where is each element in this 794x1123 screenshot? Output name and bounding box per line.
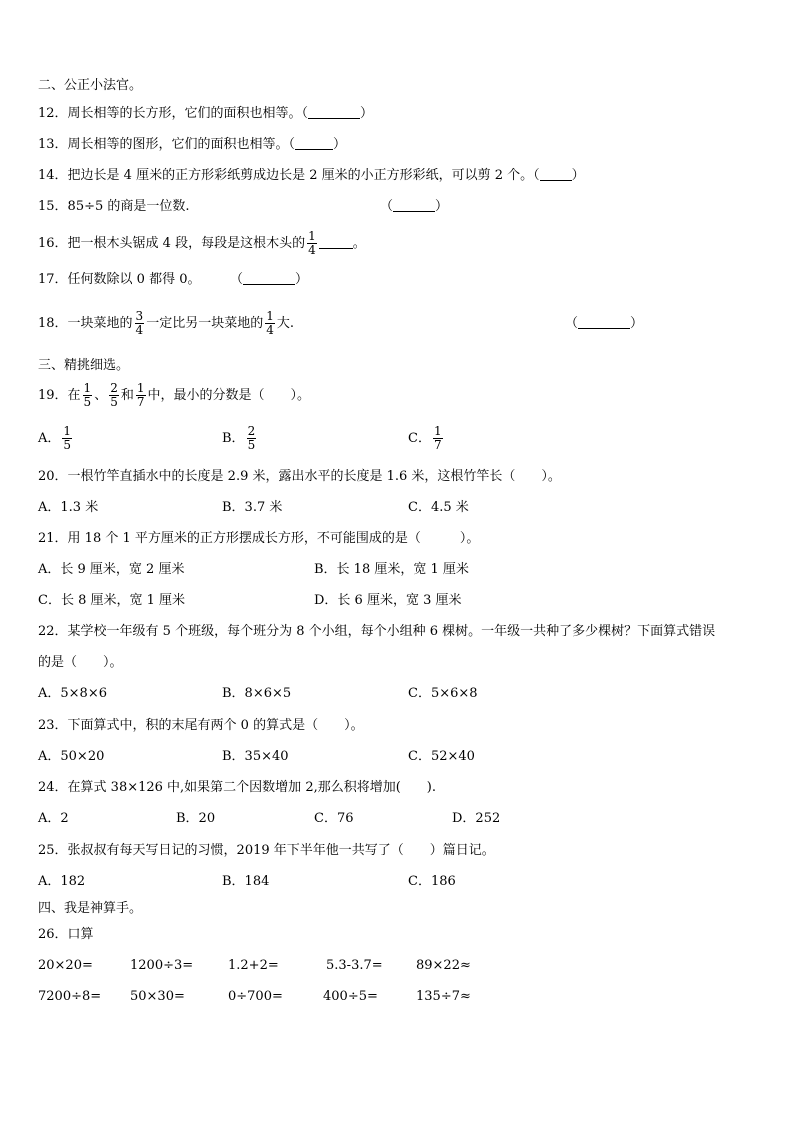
fraction: $\frac{2}{5}$	[110, 381, 118, 409]
question-19: 19．在 $\frac{1}{5}$ 、 $\frac{2}{5}$ 和 $\frac{1}{7}$ 中，最小的分数是（ ）。	[38, 381, 311, 409]
option-c[interactable]: C．长 8 厘米，宽 1 厘米	[38, 593, 186, 608]
question-14: 14．把边长是 4 厘米的正方形彩纸剪成边长是 2 厘米的小正方形彩纸，可以剪 2 个。（ ）	[38, 168, 585, 183]
question-21: 21．用 18 个 1 平方厘米的正方形摆成长方形，不可能围成的是（ ）。	[38, 531, 480, 546]
fraction: $\frac{1}{4}$	[308, 229, 316, 257]
section3-heading: 三、精挑细选。	[38, 358, 130, 373]
answer-blank[interactable]	[319, 236, 353, 249]
answer-blank[interactable]	[308, 106, 360, 119]
option-c[interactable]: C．76	[314, 811, 354, 826]
option-c[interactable]: C．4.5 米	[408, 500, 469, 515]
calc-item: 20×20=	[38, 958, 93, 973]
answer-blank[interactable]	[243, 272, 295, 285]
question-25: 25．张叔叔有每天写日记的习惯，2019 年下半年他一共写了（ ）篇日记。	[38, 843, 495, 858]
calc-item: 400÷5=	[323, 989, 378, 1004]
question-15-answer: （ ）	[380, 199, 449, 214]
fraction: $\frac{2}{5}$	[247, 424, 256, 452]
fraction: $\frac{1}{5}$	[63, 424, 72, 452]
option-d[interactable]: D．长 6 厘米，宽 3 厘米	[314, 593, 462, 608]
section4-heading: 四、我是神算手。	[38, 901, 143, 916]
option-b[interactable]: B．8×6×5	[222, 686, 292, 701]
option-a[interactable]: A．182	[38, 874, 86, 889]
option-b[interactable]: B．20	[176, 811, 216, 826]
question-18-answer: （ ）	[565, 316, 644, 331]
calc-item: 5.3-3.7=	[326, 958, 383, 973]
option-c[interactable]: C． $\frac{1}{7}$	[408, 424, 442, 452]
option-d[interactable]: D．252	[452, 811, 501, 826]
calc-item: 50×30=	[130, 989, 185, 1004]
option-a[interactable]: A．50×20	[38, 749, 105, 764]
option-a[interactable]: A．长 9 厘米，宽 2 厘米	[38, 562, 185, 577]
question-17: 17．任何数除以 0 都得 0。	[38, 272, 201, 287]
calc-item: 7200÷8=	[38, 989, 102, 1004]
option-a[interactable]: A．5×8×6	[38, 686, 107, 701]
section2-heading: 二、公正小法官。	[38, 78, 143, 93]
question-15: 15．85÷5 的商是一位数.	[38, 199, 190, 214]
question-20: 20．一根竹竿直插水中的长度是 2.9 米，露出水平的长度是 1.6 米，这根竹竿长（ ）。	[38, 469, 561, 484]
answer-blank[interactable]	[540, 168, 572, 181]
question-23: 23．下面算式中，积的末尾有两个 0 的算式是（ ）。	[38, 718, 364, 733]
question-16: 16．把一根木头锯成 4 段，每段是这根木头的 $\frac{1}{4}$ 。	[38, 229, 366, 257]
calc-item: 1200÷3=	[130, 958, 194, 973]
question-18: 18．一块菜地的 $\frac{3}{4}$ 一定比另一块菜地的 $\frac{1}{4}$ 大.	[38, 309, 294, 337]
option-c[interactable]: C．52×40	[408, 749, 475, 764]
option-c[interactable]: C．5×6×8	[408, 686, 478, 701]
option-a[interactable]: A．2	[38, 811, 69, 826]
fraction: $\frac{1}{4}$	[266, 309, 274, 337]
question-22: 22．某学校一年级有 5 个班级，每个班分为 8 个小组，每个小组种 6 棵树。一年级一共种了多少棵树？下面算式错误	[38, 624, 716, 639]
option-a[interactable]: A．1.3 米	[38, 500, 99, 515]
calc-item: 89×22≈	[416, 958, 471, 973]
question-17-answer: （ ）	[230, 272, 309, 287]
question-13: 13．周长相等的图形，它们的面积也相等。（ ）	[38, 137, 347, 152]
question-12: 12．周长相等的长方形，它们的面积也相等。（ ）	[38, 106, 374, 121]
option-c[interactable]: C．186	[408, 874, 456, 889]
option-b[interactable]: B．长 18 厘米，宽 1 厘米	[314, 562, 469, 577]
option-b[interactable]: B．35×40	[222, 749, 289, 764]
question-26: 26．口算	[38, 927, 94, 942]
answer-blank[interactable]	[295, 137, 333, 150]
fraction: $\frac{3}{4}$	[135, 309, 144, 337]
fraction: $\frac{1}{7}$	[433, 424, 442, 452]
option-b[interactable]: B． $\frac{2}{5}$	[222, 424, 256, 452]
option-b[interactable]: B．3.7 米	[222, 500, 283, 515]
question-22-cont: 的是（ ）。	[38, 655, 123, 670]
calc-item: 1.2+2=	[228, 958, 279, 973]
fraction: $\frac{1}{7}$	[136, 381, 145, 409]
calc-item: 0÷700=	[228, 989, 283, 1004]
calc-item: 135÷7≈	[416, 989, 471, 1004]
option-b[interactable]: B．184	[222, 874, 270, 889]
option-a[interactable]: A． $\frac{1}{5}$	[38, 424, 72, 452]
fraction: $\frac{1}{5}$	[83, 381, 92, 409]
answer-blank[interactable]	[393, 199, 435, 212]
question-24: 24．在算式 38×126 中,如果第二个因数增加 2,那么积将增加( ).	[38, 780, 436, 795]
answer-blank[interactable]	[578, 316, 630, 329]
